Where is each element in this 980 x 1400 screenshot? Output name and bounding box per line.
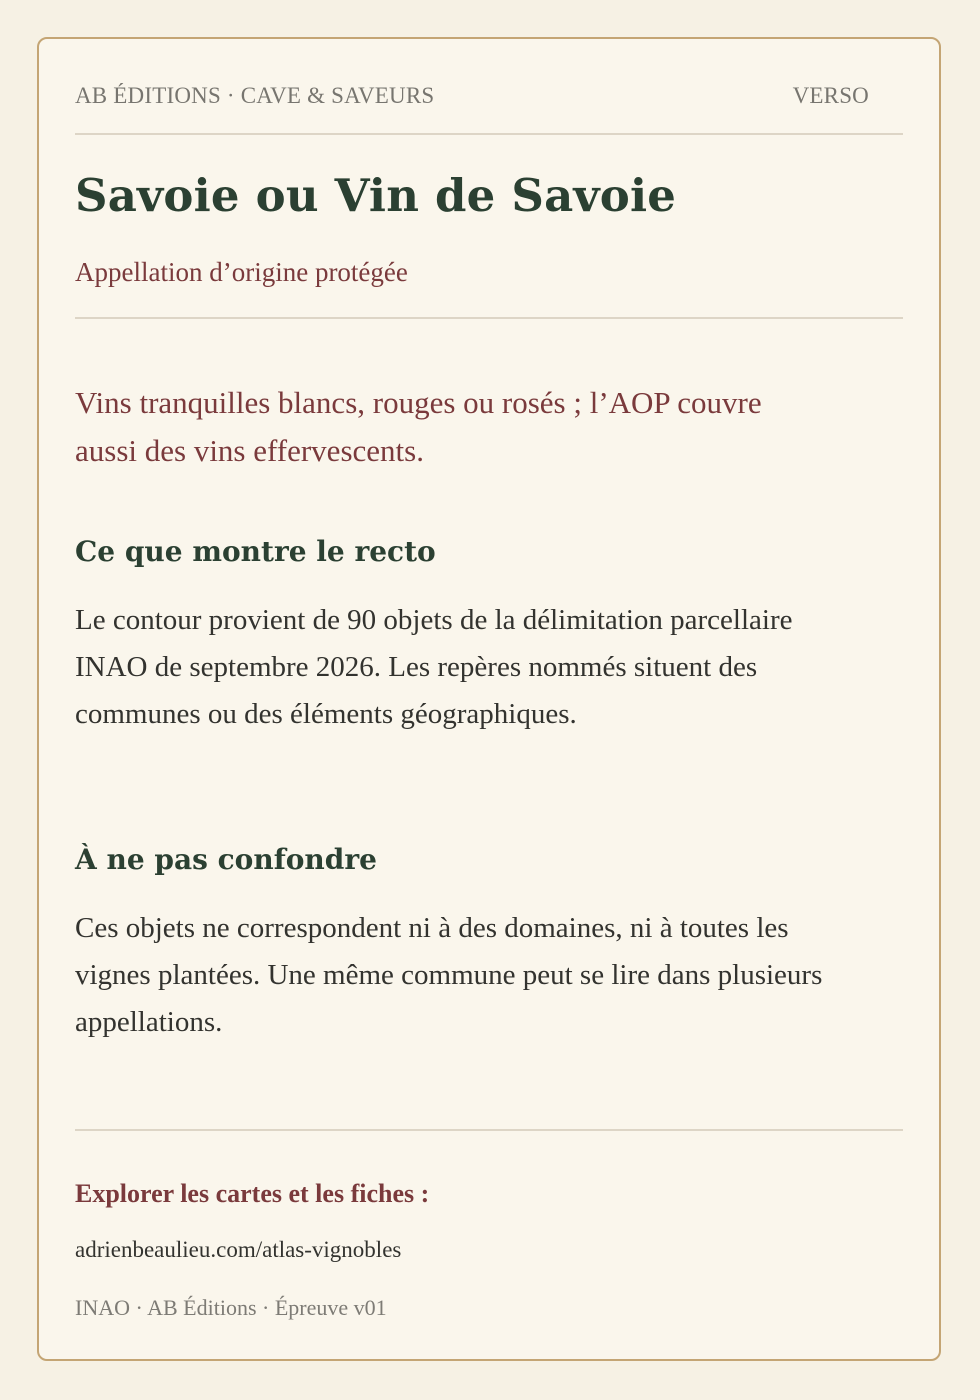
section-body-confusion: Ces objets ne correspondent ni à des domaines, ni à toutes les vignes plantées. Une même commune peut se lire dans plusieurs appellations. [75, 912, 823, 1038]
header-bar [75, 83, 903, 135]
page-title: Savoie ou Vin de Savoie [75, 169, 677, 222]
explore-url[interactable]: adrienbeaulieu.com/atlas-vignobles [75, 1237, 402, 1262]
explore-label: Explorer les cartes et les fiches : [75, 1179, 430, 1208]
publisher-label: AB ÉDITIONS · CAVE & SAVEURS [75, 83, 435, 108]
divider-bottom [75, 1129, 903, 1131]
page-subtitle: Appellation d’origine protégée [75, 257, 408, 287]
section-body-recto: Le contour provient de 90 objets de la délimitation parcellaire INAO de septembre 2026. Les repères nommés situent des communes ou des éléments géographiques. [75, 604, 793, 730]
section-heading-recto: Ce que montre le recto [75, 535, 436, 568]
lead-paragraph: Vins tranquilles blancs, rouges ou rosés ; l’AOP couvre aussi des vins effervescents. [75, 385, 762, 468]
section-heading-confusion: À ne pas confondre [75, 843, 377, 876]
verso-card [37, 37, 941, 1361]
card-content [75, 39, 903, 1359]
side-label: VERSO [792, 83, 869, 108]
footer-credits: INAO · AB Éditions · Épreuve v01 [75, 1295, 387, 1320]
divider-top [75, 317, 903, 319]
